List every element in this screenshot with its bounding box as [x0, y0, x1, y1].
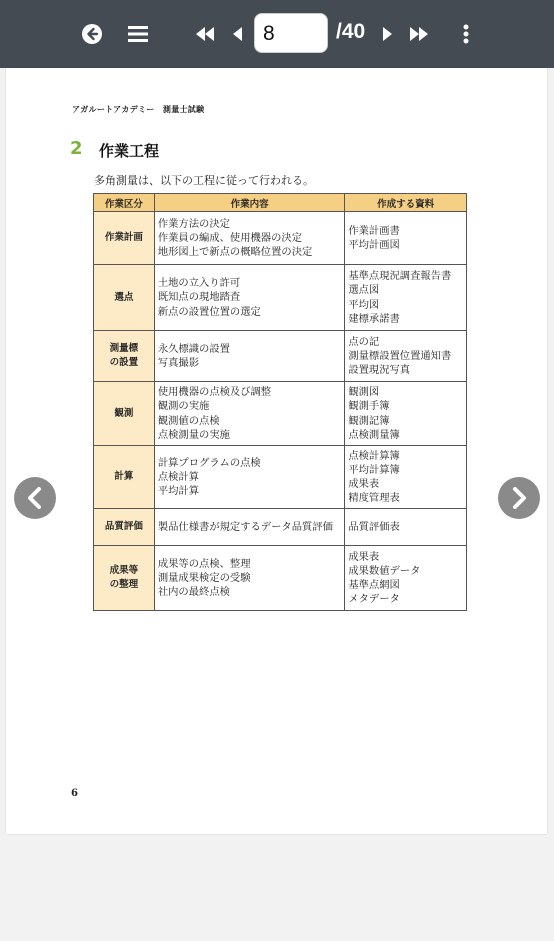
last-page-icon[interactable]	[409, 24, 429, 44]
content-cell	[154, 446, 344, 509]
category-cell	[94, 446, 155, 509]
cell-line: 成果表	[348, 478, 380, 490]
materials-cell	[345, 446, 467, 509]
table-row	[94, 331, 467, 382]
cell-line: 精度管理表	[348, 492, 400, 505]
materials-cell	[345, 331, 467, 382]
chevron-left-icon	[25, 487, 45, 509]
cell-line: の設置	[109, 357, 139, 368]
cell-line: 点の記	[348, 335, 380, 348]
intro-text: 多角測量は、以下の工程に従って行われる。	[94, 174, 314, 187]
cell-line: 観測手簿	[348, 400, 390, 413]
materials-cell	[345, 382, 467, 446]
chevron-right-icon	[509, 487, 529, 509]
cell-line: 作業方法の決定	[157, 217, 230, 230]
table-row	[94, 265, 467, 331]
cell-line: 観測図	[348, 386, 380, 399]
pdf-page	[6, 68, 547, 834]
cell-line: 計算プログラムの点検	[157, 456, 261, 469]
cell-line: 計算	[114, 471, 134, 482]
cell-line: 点検計算簿	[348, 449, 400, 462]
cell-line: 測量標	[109, 343, 139, 354]
cell-line: の整理	[109, 579, 139, 590]
cell-line: 測量成果検定の受験	[157, 571, 251, 584]
cell-line: 既知点の現地踏査	[157, 291, 241, 304]
cell-line: 社内の最終点検	[157, 586, 230, 599]
cell-line: 作業員の編成、使用機器の決定	[157, 231, 302, 244]
cell-line: 平均計画図	[348, 239, 400, 251]
cell-line: 平均計算簿	[348, 463, 400, 476]
content-cell	[154, 382, 344, 446]
category-cell	[94, 212, 155, 265]
cell-line: 観測の実施	[157, 400, 210, 413]
cell-line: 点検測量の実施	[157, 428, 230, 441]
page-number: 6	[71, 788, 78, 799]
category-cell	[94, 509, 155, 546]
category-cell	[94, 265, 155, 331]
cell-line: 平均図	[348, 298, 380, 311]
toolbar	[0, 0, 554, 68]
back-icon[interactable]	[80, 22, 104, 46]
cell-line: 点検測量簿	[348, 428, 400, 441]
cell-line: 設置現況写真	[348, 364, 411, 377]
section-number: 2	[70, 138, 83, 159]
table-row	[94, 509, 467, 546]
cell-line: 新点の設置位置の選定	[157, 305, 261, 318]
page-number-input[interactable]: 8	[254, 13, 328, 53]
cell-line: 選点	[114, 291, 134, 303]
cell-line: 成果等	[109, 565, 139, 576]
cell-line: 品質評価表	[348, 520, 400, 533]
cell-line: 観測記簿	[348, 414, 390, 427]
cell-line: 測量標設置位置通知書	[348, 349, 452, 362]
cell-line: メタデータ	[348, 593, 400, 606]
category-cell	[94, 546, 155, 611]
cell-line: 土地の立入り許可	[157, 277, 241, 290]
menu-icon[interactable]	[127, 24, 149, 44]
cell-line: 建標承諾書	[348, 312, 400, 325]
table-header: 作業区分	[94, 194, 155, 212]
cell-line: 製品仕様書が規定するデータ品質評価	[157, 520, 333, 533]
cell-line: 基準点網図	[348, 579, 400, 591]
table-header-row	[94, 194, 467, 212]
cell-line: 選点図	[348, 284, 380, 297]
materials-cell	[345, 546, 467, 611]
materials-cell	[345, 265, 467, 331]
cell-line: 作業計画書	[348, 224, 400, 237]
cell-line: 成果数値データ	[348, 564, 421, 577]
cell-line: 写真撮影	[157, 357, 200, 369]
cell-line: 品質評価	[104, 521, 143, 532]
category-cell	[94, 382, 155, 446]
cell-line: 作業計画	[104, 232, 143, 243]
content-cell	[154, 212, 344, 265]
cell-line: 観測	[114, 407, 134, 419]
table-row	[94, 446, 467, 509]
cell-line: 成果等の点検、整理	[157, 557, 251, 570]
cell-line: 基準点現況調査報告書	[348, 270, 452, 283]
cell-line: 永久標識の設置	[157, 342, 230, 355]
section-title: 作業工程	[99, 142, 160, 160]
content-cell	[154, 509, 344, 546]
table-row	[94, 382, 467, 446]
materials-cell	[345, 212, 467, 265]
content-cell	[154, 546, 344, 611]
content-cell	[154, 331, 344, 382]
cell-line: 使用機器の点検及び調整	[157, 386, 272, 399]
cell-line: 成果表	[348, 550, 380, 563]
next-page-icon[interactable]	[380, 24, 394, 44]
process-table	[93, 193, 467, 611]
first-page-icon[interactable]	[195, 24, 215, 44]
prev-page-icon[interactable]	[230, 24, 244, 44]
table-row	[94, 546, 467, 611]
table-row	[94, 212, 467, 265]
content-cell	[154, 265, 344, 331]
cell-line: 観測値の点検	[157, 414, 220, 427]
materials-cell	[345, 509, 467, 546]
cell-line: 平均計算	[157, 485, 200, 498]
cell-line: 地形図上で新点の概略位置の決定	[157, 246, 313, 259]
cell-line: 点検計算	[157, 470, 200, 483]
page-total: /40	[336, 20, 366, 43]
table-header: 作成する資料	[345, 194, 467, 212]
prev-page-button[interactable]	[14, 477, 56, 519]
more-options-icon[interactable]	[458, 22, 474, 46]
table-header: 作業内容	[154, 194, 344, 212]
next-page-button[interactable]	[498, 477, 540, 519]
category-cell	[94, 331, 155, 382]
document-header: アガルートアカデミー 測量士試験	[72, 105, 205, 114]
